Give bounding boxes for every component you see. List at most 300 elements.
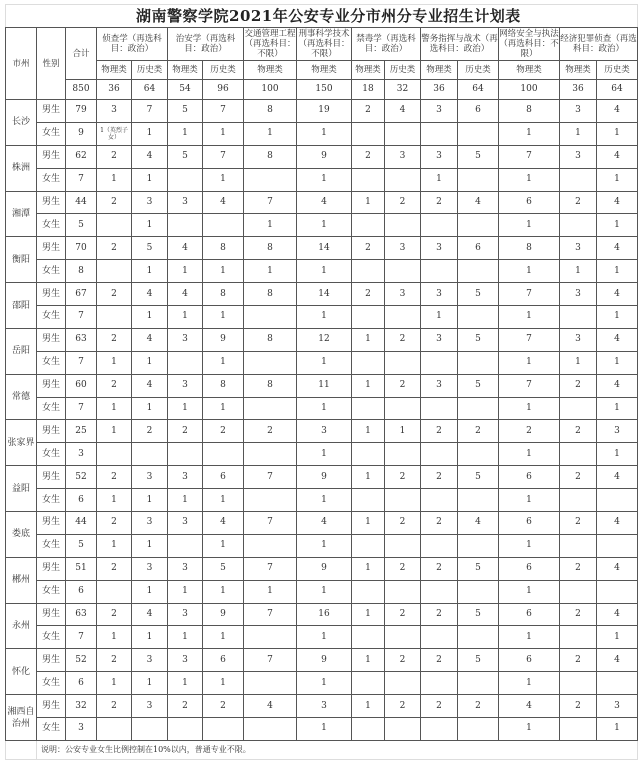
quota-cell: 3 (168, 374, 203, 397)
quota-cell: 7 (132, 100, 168, 123)
city-name: 株洲 (6, 145, 37, 191)
total-cell: 36 (421, 80, 458, 100)
quota-cell: 3 (168, 512, 203, 535)
quota-cell (168, 443, 203, 466)
quota-cell: 1 (597, 626, 638, 649)
gender-label: 男生 (37, 420, 66, 443)
quota-cell (560, 534, 597, 557)
quota-cell (97, 443, 132, 466)
quota-cell: 7 (244, 466, 297, 489)
quota-cell (458, 260, 499, 283)
quota-cell: 3 (385, 145, 421, 168)
quota-cell: 1 (597, 260, 638, 283)
quota-cell: 11 (297, 374, 352, 397)
quota-cell: 5 (458, 145, 499, 168)
quota-cell: 1 (499, 534, 560, 557)
quota-cell: 2 (168, 420, 203, 443)
quota-cell: 5 (458, 466, 499, 489)
quota-cell: 1 (132, 626, 168, 649)
quota-cell: 4 (597, 603, 638, 626)
quota-cell: 6 (458, 237, 499, 260)
quota-cell (458, 443, 499, 466)
table-row (6, 100, 638, 123)
quota-cell: 1 (297, 626, 352, 649)
quota-cell (168, 718, 203, 741)
header-subject-type: 物理类 (168, 61, 203, 80)
quota-cell: 4 (168, 283, 203, 306)
quota-cell: 3 (560, 328, 597, 351)
quota-cell: 4 (597, 283, 638, 306)
quota-cell: 3 (421, 374, 458, 397)
quota-cell: 4 (458, 512, 499, 535)
quota-cell: 44 (66, 512, 97, 535)
quota-cell (597, 534, 638, 557)
quota-cell: 1 (97, 626, 132, 649)
quota-cell: 2 (560, 466, 597, 489)
quota-cell: 79 (66, 100, 97, 123)
quota-cell: 1 (203, 489, 244, 512)
quota-cell: 4 (385, 100, 421, 123)
table-row (6, 580, 638, 603)
gender-label: 女生 (37, 443, 66, 466)
quota-cell: 9 (203, 328, 244, 351)
quota-cell: 1 (560, 351, 597, 374)
quota-cell: 3 (385, 237, 421, 260)
gender-label: 女生 (37, 580, 66, 603)
total-cell: 32 (385, 80, 421, 100)
quota-cell: 52 (66, 466, 97, 489)
header-major: 禁毒学（再选科目：政治） (352, 28, 421, 61)
quota-cell (385, 580, 421, 603)
gender-label: 女生 (37, 351, 66, 374)
quota-cell (244, 168, 297, 191)
quota-cell: 2 (132, 420, 168, 443)
quota-cell: 2 (385, 328, 421, 351)
quota-cell: 3 (132, 191, 168, 214)
quota-cell (560, 214, 597, 237)
gender-label: 男生 (37, 695, 66, 718)
quota-cell: 1 (297, 306, 352, 329)
quota-cell: 1 (244, 122, 297, 145)
table-row (6, 374, 638, 397)
quota-cell: 9 (297, 145, 352, 168)
quota-cell: 4 (597, 100, 638, 123)
gender-label: 男生 (37, 512, 66, 535)
quota-cell: 8 (244, 328, 297, 351)
quota-cell (385, 626, 421, 649)
quota-cell: 5 (458, 649, 499, 672)
quota-cell (458, 397, 499, 420)
table-row (6, 260, 638, 283)
quota-cell: 4 (597, 145, 638, 168)
footnote: 说明：公安专业女生比例控制在10%以内，普通专业不限。 (37, 740, 638, 759)
quota-cell: 1 (499, 260, 560, 283)
quota-cell: 1 (499, 626, 560, 649)
gender-label: 女生 (37, 626, 66, 649)
quota-cell (97, 306, 132, 329)
header-major: 刑事科学技术（再选科目：不限） (298, 29, 350, 59)
gender-label: 女生 (37, 168, 66, 191)
quota-cell: 2 (97, 237, 132, 260)
table-row (6, 649, 638, 672)
quota-cell (458, 534, 499, 557)
table-row (6, 557, 638, 580)
quota-cell: 3 (560, 145, 597, 168)
quota-cell: 1 (597, 718, 638, 741)
quota-cell (385, 168, 421, 191)
header-major: 交通管理工程（再选科目：不限） (244, 29, 296, 59)
quota-cell: 3 (132, 512, 168, 535)
quota-cell: 1 (297, 580, 352, 603)
quota-cell: 9 (66, 122, 97, 145)
quota-cell: 1 (352, 512, 385, 535)
quota-cell: 7 (244, 603, 297, 626)
quota-cell: 1 (168, 580, 203, 603)
quota-cell: 3 (132, 557, 168, 580)
table-row (6, 145, 638, 168)
quota-cell: 2 (97, 695, 132, 718)
quota-cell: 7 (499, 328, 560, 351)
quota-cell (244, 626, 297, 649)
table-row (6, 191, 638, 214)
quota-cell (203, 214, 244, 237)
quota-cell: 7 (66, 351, 97, 374)
quota-cell: 8 (244, 145, 297, 168)
gender-label: 男生 (37, 328, 66, 351)
total-cell: 150 (297, 80, 352, 100)
quota-cell: 63 (66, 603, 97, 626)
quota-cell (203, 443, 244, 466)
quota-cell: 2 (421, 191, 458, 214)
quota-cell (352, 351, 385, 374)
quota-cell: 1 (168, 260, 203, 283)
quota-cell: 8 (203, 283, 244, 306)
quota-cell: 1 (132, 214, 168, 237)
quota-cell: 7 (244, 191, 297, 214)
quota-cell: 1 (132, 306, 168, 329)
quota-cell: 6 (66, 489, 97, 512)
quota-cell: 1 (385, 420, 421, 443)
quota-cell: 3 (168, 466, 203, 489)
quota-cell: 5 (132, 237, 168, 260)
quota-cell: 2 (560, 557, 597, 580)
table-row (6, 420, 638, 443)
total-cell: 36 (560, 80, 597, 100)
quota-cell: 1 (352, 374, 385, 397)
quota-cell: 5 (458, 374, 499, 397)
gender-label: 男生 (37, 557, 66, 580)
quota-cell: 1 (352, 466, 385, 489)
quota-cell: 6 (66, 580, 97, 603)
quota-cell: 1 (597, 214, 638, 237)
quota-cell (244, 351, 297, 374)
quota-cell (385, 718, 421, 741)
quota-cell: 7 (66, 168, 97, 191)
quota-cell: 4 (597, 512, 638, 535)
city-name: 邵阳 (6, 283, 37, 329)
quota-cell (168, 168, 203, 191)
quota-cell: 1 (132, 580, 168, 603)
quota-cell (597, 672, 638, 695)
total-cell: 100 (499, 80, 560, 100)
quota-cell: 2 (560, 374, 597, 397)
quota-cell (385, 672, 421, 695)
quota-cell (421, 351, 458, 374)
quota-cell: 1 (97, 351, 132, 374)
quota-cell (560, 580, 597, 603)
quota-cell: 19 (297, 100, 352, 123)
quota-cell: 1 (203, 626, 244, 649)
city-name: 湘西自治州 (6, 695, 37, 741)
quota-cell: 1 (499, 580, 560, 603)
quota-cell: 1 (168, 626, 203, 649)
quota-cell: 1 (168, 306, 203, 329)
quota-cell: 2 (97, 283, 132, 306)
quota-cell: 3 (168, 603, 203, 626)
quota-cell: 1 (203, 580, 244, 603)
quota-cell: 3 (421, 237, 458, 260)
quota-cell: 3 (421, 145, 458, 168)
quota-cell (385, 397, 421, 420)
quota-cell (385, 534, 421, 557)
city-name: 常德 (6, 374, 37, 420)
quota-cell: 9 (297, 466, 352, 489)
quota-cell: 4 (499, 695, 560, 718)
quota-cell: 1 (499, 489, 560, 512)
quota-cell: 2 (97, 191, 132, 214)
header-subject-type: 物理类 (421, 61, 458, 80)
quota-cell: 2 (97, 328, 132, 351)
quota-cell: 1 (244, 214, 297, 237)
quota-cell: 7 (244, 557, 297, 580)
quota-cell: 14 (297, 283, 352, 306)
quota-cell (352, 260, 385, 283)
table-row (6, 443, 638, 466)
gender-label: 男生 (37, 145, 66, 168)
table-row (6, 534, 638, 557)
quota-cell: 2 (244, 420, 297, 443)
quota-cell (458, 672, 499, 695)
quota-cell: 1 (132, 122, 168, 145)
quota-cell: 1 (297, 214, 352, 237)
quota-cell: 2 (421, 466, 458, 489)
quota-cell: 1 (560, 122, 597, 145)
header-major: 治安学（再选科目：政治） (168, 28, 244, 61)
quota-cell (421, 122, 458, 145)
footnote-row (6, 740, 638, 759)
quota-cell: 7 (66, 397, 97, 420)
quota-cell: 2 (458, 420, 499, 443)
quota-cell: 2 (352, 283, 385, 306)
quota-cell: 2 (421, 512, 458, 535)
quota-cell: 1 (132, 351, 168, 374)
quota-cell: 1 (597, 397, 638, 420)
quota-cell: 1（英烈子女） (97, 122, 132, 145)
quota-cell: 7 (66, 626, 97, 649)
quota-cell (458, 168, 499, 191)
quota-cell: 1 (560, 260, 597, 283)
gender-label: 女生 (37, 672, 66, 695)
quota-cell (168, 534, 203, 557)
table-row (6, 306, 638, 329)
table-row (6, 122, 638, 145)
quota-cell: 2 (421, 420, 458, 443)
quota-cell: 1 (352, 603, 385, 626)
table-row (6, 214, 638, 237)
quota-cell: 4 (597, 374, 638, 397)
quota-cell: 2 (385, 695, 421, 718)
gender-label: 女生 (37, 306, 66, 329)
quota-cell (352, 306, 385, 329)
quota-cell: 2 (560, 603, 597, 626)
quota-cell: 2 (560, 420, 597, 443)
quota-cell: 1 (203, 534, 244, 557)
quota-cell: 6 (499, 603, 560, 626)
header-city: 市州 (6, 28, 37, 100)
gender-label: 男生 (37, 100, 66, 123)
quota-cell: 3 (66, 443, 97, 466)
quota-cell (352, 122, 385, 145)
header-total: 合计 (66, 28, 97, 80)
quota-cell: 1 (597, 443, 638, 466)
city-name: 湘潭 (6, 191, 37, 237)
quota-cell: 6 (499, 191, 560, 214)
quota-cell (244, 672, 297, 695)
quota-cell: 4 (597, 191, 638, 214)
quota-cell: 7 (499, 145, 560, 168)
quota-cell: 1 (203, 260, 244, 283)
city-name: 郴州 (6, 557, 37, 603)
quota-cell: 6 (458, 100, 499, 123)
quota-cell (385, 260, 421, 283)
quota-cell (421, 443, 458, 466)
city-name: 益阳 (6, 466, 37, 512)
gender-label: 男生 (37, 603, 66, 626)
quota-cell: 3 (560, 237, 597, 260)
quota-cell: 2 (97, 374, 132, 397)
quota-cell: 2 (560, 695, 597, 718)
gender-label: 女生 (37, 397, 66, 420)
table-row (6, 603, 638, 626)
quota-cell: 2 (421, 695, 458, 718)
quota-cell: 1 (132, 260, 168, 283)
quota-cell (385, 122, 421, 145)
quota-cell: 3 (597, 695, 638, 718)
quota-cell: 1 (244, 260, 297, 283)
quota-cell: 3 (597, 420, 638, 443)
quota-cell: 2 (97, 512, 132, 535)
header-subject-type: 物理类 (297, 61, 352, 80)
quota-cell: 4 (597, 237, 638, 260)
header-major: 经济犯罪侦查（再选科目：政治） (560, 28, 638, 61)
quota-cell (168, 214, 203, 237)
quota-cell: 1 (499, 443, 560, 466)
header-subject-type: 历史类 (203, 61, 244, 80)
quota-cell: 5 (66, 534, 97, 557)
quota-cell: 2 (385, 191, 421, 214)
quota-cell: 8 (203, 374, 244, 397)
header-subject-type: 物理类 (352, 61, 385, 80)
quota-cell: 51 (66, 557, 97, 580)
quota-cell: 12 (297, 328, 352, 351)
quota-cell: 2 (499, 420, 560, 443)
gender-label: 女生 (37, 489, 66, 512)
quota-cell: 60 (66, 374, 97, 397)
quota-cell: 1 (499, 306, 560, 329)
quota-cell: 1 (132, 672, 168, 695)
quota-cell: 3 (421, 100, 458, 123)
quota-cell (132, 718, 168, 741)
quota-cell: 1 (499, 122, 560, 145)
quota-cell (421, 534, 458, 557)
quota-cell: 1 (597, 122, 638, 145)
quota-cell: 1 (168, 672, 203, 695)
quota-cell: 1 (352, 191, 385, 214)
quota-cell: 4 (132, 328, 168, 351)
quota-cell: 2 (97, 603, 132, 626)
quota-cell: 1 (97, 168, 132, 191)
quota-cell (352, 397, 385, 420)
header-major: 网络安全与执法（再选科目：不限） (499, 29, 559, 59)
quota-cell: 3 (385, 283, 421, 306)
gender-label: 女生 (37, 534, 66, 557)
quota-cell: 8 (244, 374, 297, 397)
quota-cell: 1 (597, 306, 638, 329)
gender-label: 男生 (37, 283, 66, 306)
quota-cell (352, 580, 385, 603)
quota-cell: 1 (97, 534, 132, 557)
city-name: 张家界 (6, 420, 37, 466)
quota-cell: 1 (168, 489, 203, 512)
quota-cell: 3 (66, 718, 97, 741)
quota-cell (560, 397, 597, 420)
quota-cell: 3 (168, 649, 203, 672)
header-subject-type: 历史类 (458, 61, 499, 80)
quota-cell (97, 580, 132, 603)
city-name: 怀化 (6, 649, 37, 695)
quota-cell: 2 (203, 695, 244, 718)
quota-cell (597, 489, 638, 512)
quota-cell: 3 (421, 328, 458, 351)
quota-cell: 14 (297, 237, 352, 260)
quota-cell: 1 (499, 214, 560, 237)
gender-label: 男生 (37, 374, 66, 397)
quota-cell: 1 (597, 351, 638, 374)
quota-cell: 1 (297, 168, 352, 191)
quota-cell: 3 (168, 191, 203, 214)
quota-cell: 1 (297, 260, 352, 283)
city-name: 长沙 (6, 100, 37, 146)
quota-cell (97, 214, 132, 237)
quota-cell: 1 (499, 718, 560, 741)
total-cell: 64 (458, 80, 499, 100)
quota-cell (597, 580, 638, 603)
quota-cell: 3 (297, 420, 352, 443)
quota-cell: 1 (352, 557, 385, 580)
quota-cell: 44 (66, 191, 97, 214)
table-title: 湖南警察学院2021年公安专业分市州分专业招生计划表 (6, 5, 638, 28)
quota-cell: 67 (66, 283, 97, 306)
quota-cell: 5 (458, 603, 499, 626)
quota-cell (352, 534, 385, 557)
quota-cell: 6 (66, 672, 97, 695)
quota-cell: 1 (297, 489, 352, 512)
quota-cell: 3 (132, 649, 168, 672)
quota-cell: 1 (168, 397, 203, 420)
table-row (6, 626, 638, 649)
quota-cell: 4 (132, 374, 168, 397)
footnote-spacer (6, 740, 37, 759)
